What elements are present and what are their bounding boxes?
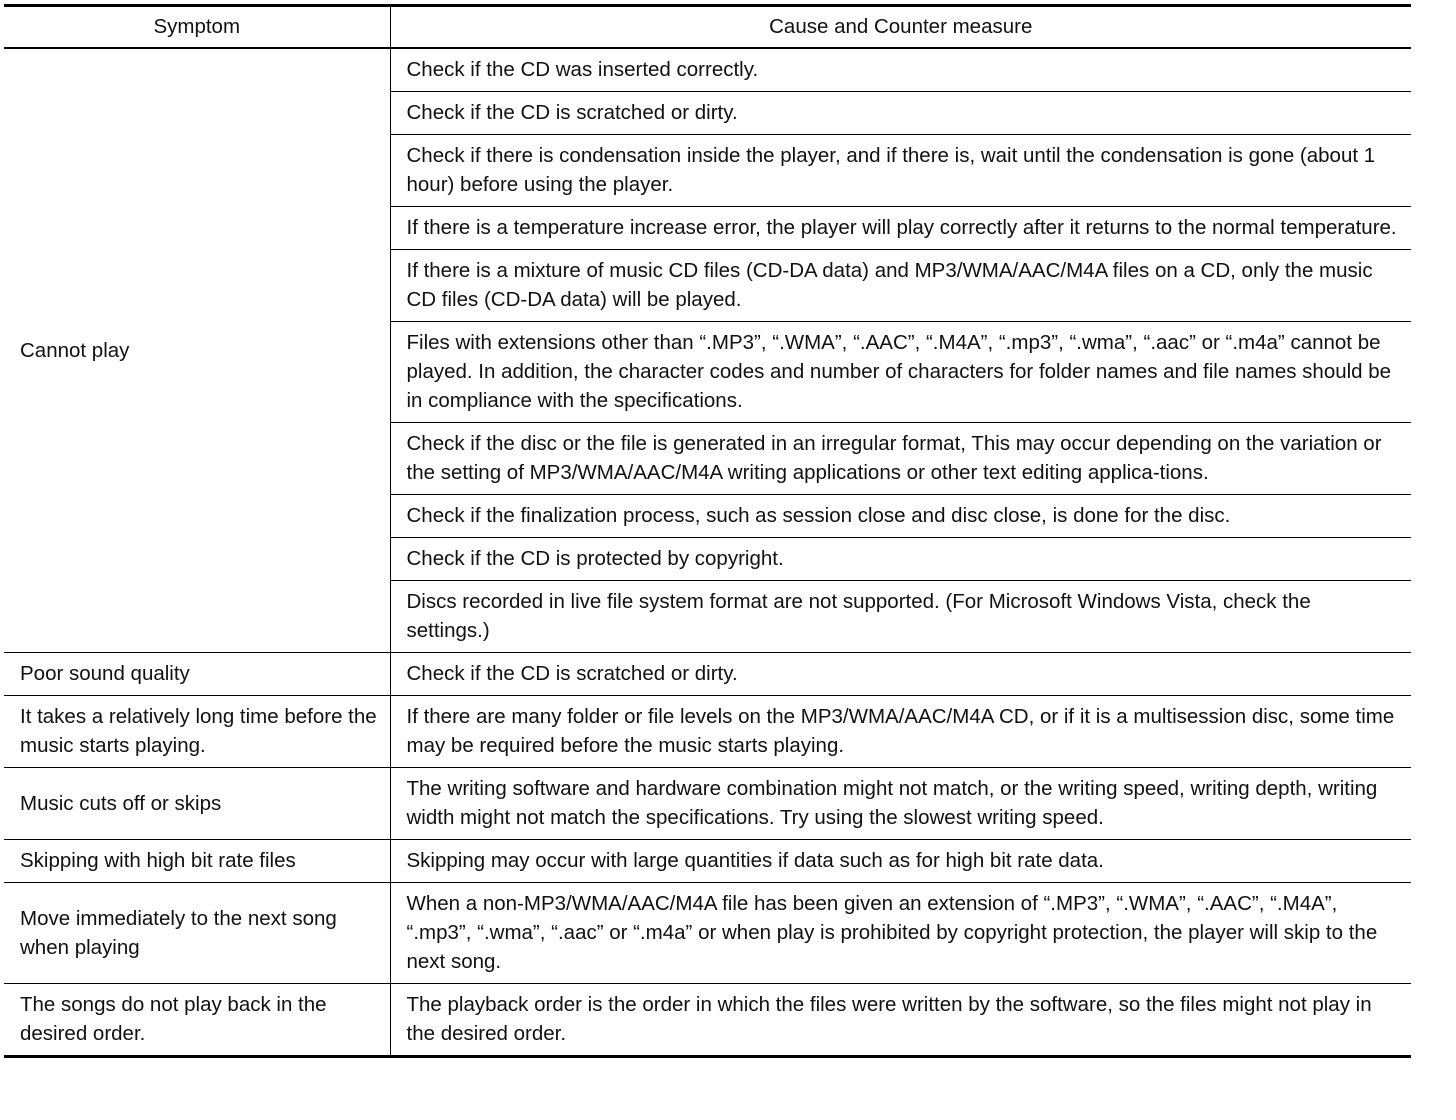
table-row — [4, 48, 1411, 92]
cause-cell: Check if there is condensation inside the player, and if there is, wait until the condensation is gone (about 1 hour) before using the player. — [390, 135, 1411, 207]
table-row — [4, 653, 1411, 696]
symptom-cell: Cannot play — [4, 48, 390, 653]
cause-cell: Files with extensions other than “.MP3”, “.WMA”, “.AAC”, “.M4A”, “.mp3”, “.wma”, “.aac” or “.m4a” cannot be played. In addition, the character codes and number of characters for folder names and file names should be in compliance with the specifications. — [390, 322, 1411, 423]
table-row — [4, 768, 1411, 840]
table-row — [4, 696, 1411, 768]
cause-cell: The writing software and hardware combination might not match, or the writing speed, writing depth, writing width might not match the specifications. Try using the slowest writing speed. — [390, 768, 1411, 840]
cause-cell: Check if the CD was inserted correctly. — [390, 48, 1411, 92]
cause-cell: Check if the CD is scratched or dirty. — [390, 653, 1411, 696]
table-header — [4, 6, 1411, 49]
cause-cell: Check if the CD is protected by copyright. — [390, 538, 1411, 581]
cause-cell: The playback order is the order in which the files were written by the software, so the files might not play in the desired order. — [390, 984, 1411, 1057]
header-cause: Cause and Counter measure — [390, 6, 1411, 49]
symptom-cell: Poor sound quality — [4, 653, 390, 696]
troubleshooting-table — [4, 4, 1411, 1058]
symptom-cell: The songs do not play back in the desired order. — [4, 984, 390, 1057]
table-row — [4, 984, 1411, 1057]
header-symptom: Symptom — [4, 6, 390, 49]
cause-cell: Check if the CD is scratched or dirty. — [390, 92, 1411, 135]
cause-cell: If there is a temperature increase error, the player will play correctly after it returns to the normal temperature. — [390, 207, 1411, 250]
cause-cell: When a non-MP3/WMA/AAC/M4A file has been given an extension of “.MP3”, “.WMA”, “.AAC”, “.M4A”, “.mp3”, “.wma”, “.aac” or “.m4a” or when play is prohibited by copyright protection, the player will skip to the next song. — [390, 883, 1411, 984]
symptom-cell: It takes a relatively long time before the music starts playing. — [4, 696, 390, 768]
cause-cell: Check if the finalization process, such as session close and disc close, is done for the disc. — [390, 495, 1411, 538]
cause-cell: Discs recorded in live file system format are not supported. (For Microsoft Windows Vista, check the settings.) — [390, 581, 1411, 653]
symptom-cell: Skipping with high bit rate files — [4, 840, 390, 883]
cause-cell: If there is a mixture of music CD files (CD-DA data) and MP3/WMA/AAC/M4A files on a CD, only the music CD files (CD-DA data) will be played. — [390, 250, 1411, 322]
symptom-cell: Music cuts off or skips — [4, 768, 390, 840]
table-body — [4, 48, 1411, 1057]
cause-cell: Skipping may occur with large quantities if data such as for high bit rate data. — [390, 840, 1411, 883]
cause-cell: Check if the disc or the file is generated in an irregular format, This may occur depending on the variation or the setting of MP3/WMA/AAC/M4A writing applications or other text editing applica-tions. — [390, 423, 1411, 495]
symptom-cell: Move immediately to the next song when playing — [4, 883, 390, 984]
cause-cell: If there are many folder or file levels on the MP3/WMA/AAC/M4A CD, or if it is a multisession disc, some time may be required before the music starts playing. — [390, 696, 1411, 768]
table-row — [4, 883, 1411, 984]
table-row — [4, 840, 1411, 883]
header-row — [4, 6, 1411, 49]
